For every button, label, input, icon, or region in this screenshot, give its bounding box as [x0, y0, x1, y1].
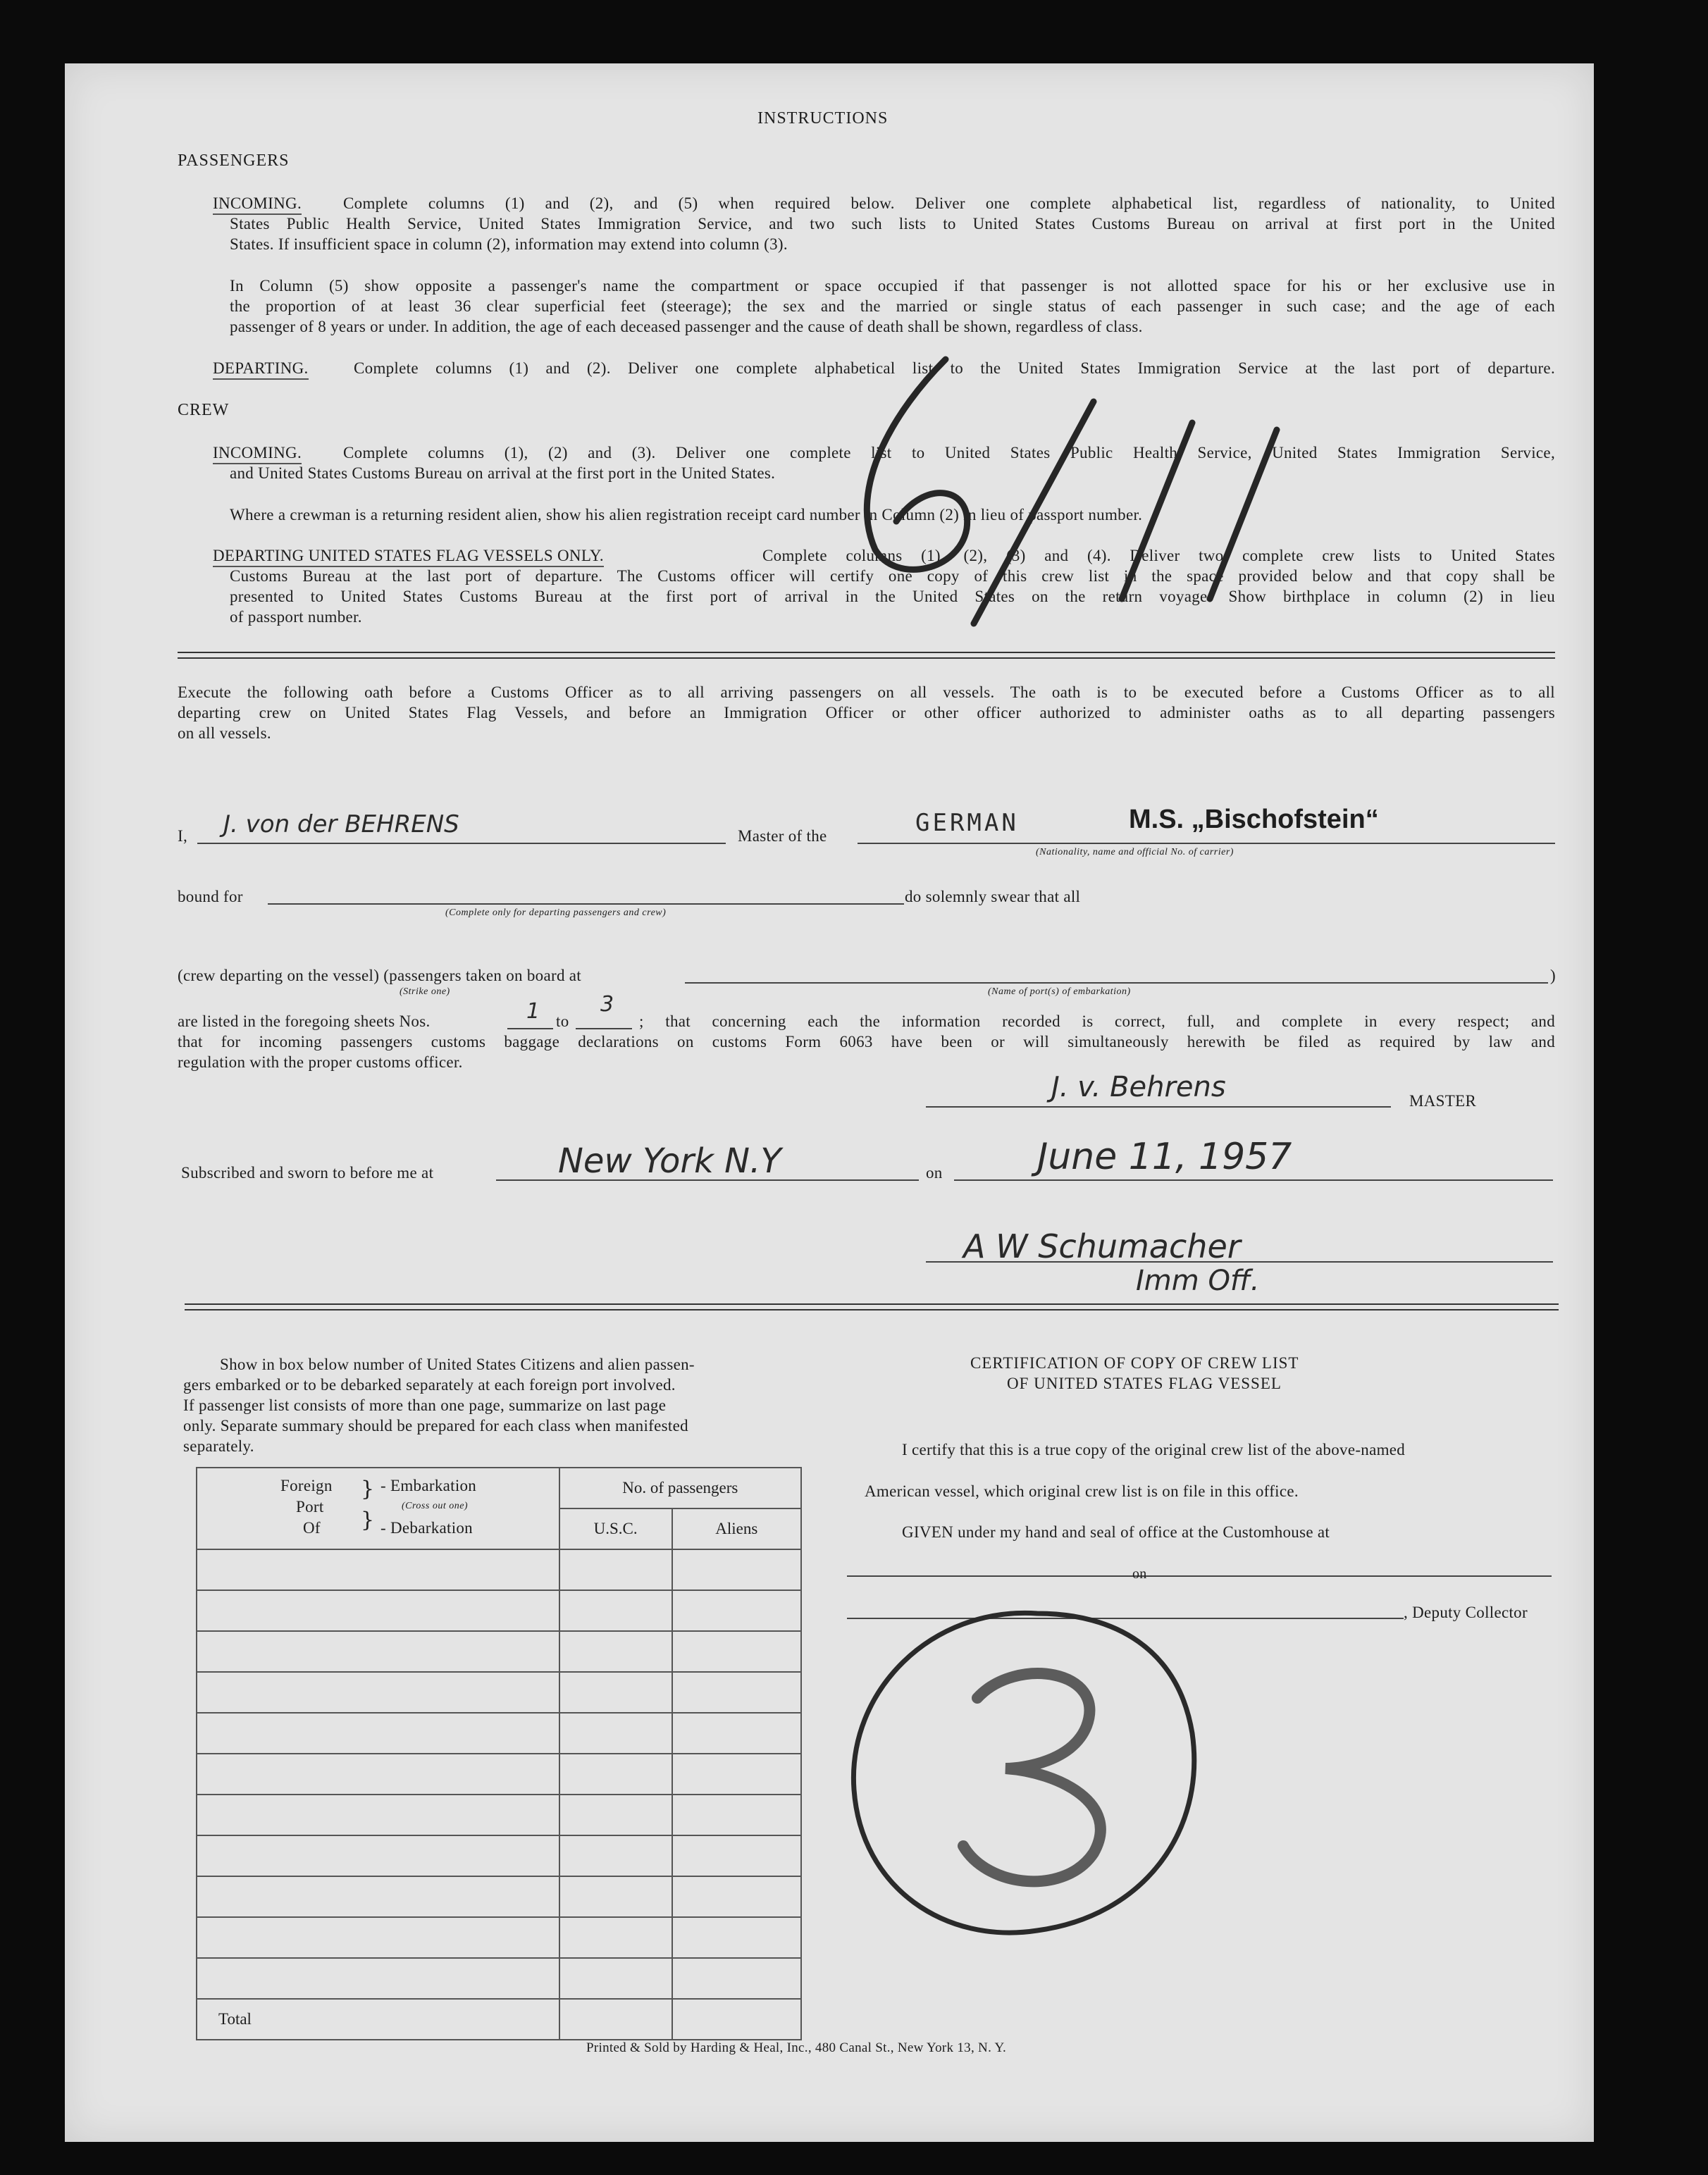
port-header-cell — [197, 1468, 559, 1549]
officer-title: Imm Off. — [1136, 1265, 1260, 1297]
us-flag-line-3: presented to United States Customs Bureau at the first port of arrival in the United States on the return voyage. Show birthplace in column (2) in lieu — [230, 588, 1555, 605]
table-row — [197, 1590, 801, 1631]
master-signature: J. v. Behrens — [1051, 1071, 1226, 1103]
port-cell[interactable] — [197, 1713, 559, 1754]
sheet-from-line — [507, 1028, 553, 1029]
sworn-on-label: on — [926, 1164, 943, 1182]
of-label: Of — [303, 1519, 321, 1537]
column5-line-2: the proportion of at least 36 clear superficial feet (steerage); the sex and the married or single status of each passenger in such case; and the age of each — [230, 297, 1555, 315]
listed-label: are listed in the foregoing sheets Nos. — [178, 1012, 431, 1030]
given-line: GIVEN under my hand and seal of office at the Customhouse at — [902, 1523, 1330, 1541]
summary-line-4: only. Separate summary should be prepared for each class when manifested — [183, 1417, 688, 1434]
crew-incoming-line-2: and United States Customs Bureau on arrival at the first port in the United States. — [230, 464, 776, 482]
oath-intro-line-2: departing crew on United States Flag Vessels, and before an Immigration Officer or other officer authorized to administer oaths as to all departing passengers — [178, 704, 1555, 721]
instructions-title: INSTRUCTIONS — [757, 109, 889, 128]
port-cell[interactable] — [197, 1590, 559, 1631]
aliens-cell[interactable] — [672, 1713, 801, 1754]
carrier-caption: (Nationality, name and official No. of carrier) — [1036, 847, 1234, 857]
crew-heading: CREW — [178, 401, 230, 419]
port-cell[interactable] — [197, 1672, 559, 1713]
customhouse-line — [847, 1575, 1552, 1577]
us-flag-label: DEPARTING UNITED STATES FLAG VESSELS ONLY. — [213, 545, 604, 567]
brace-mark: } } — [361, 1477, 375, 1532]
master-of-label: Master of the — [738, 827, 827, 845]
table-row — [197, 1917, 801, 1958]
embarkation-label: - Embarkation — [380, 1477, 477, 1494]
port-cell[interactable] — [197, 1835, 559, 1876]
master-name-handwritten: J. von der BEHRENS — [223, 810, 459, 838]
usc-cell[interactable] — [559, 1672, 672, 1713]
summary-line-5: separately. — [183, 1437, 254, 1455]
certification-on-label: on — [1132, 1566, 1147, 1582]
divider-oath — [185, 1303, 1559, 1310]
bound-for-caption: (Complete only for departing passengers and crew) — [445, 907, 667, 918]
bound-for-line — [268, 903, 904, 905]
aliens-cell[interactable] — [672, 1549, 801, 1590]
master-name-line — [197, 843, 726, 844]
port-cell[interactable] — [197, 1876, 559, 1917]
i-label: I, — [178, 827, 188, 845]
table-row — [197, 1631, 801, 1672]
us-flag-line-4: of passport number. — [230, 608, 362, 626]
passenger-summary-table — [196, 1467, 802, 2040]
crewman-text: Where a crewman is a returning resident alien, show his alien registration receipt card number in Column (2) in lieu of passport number. — [230, 506, 1143, 523]
vessel-name: M.S. „Bischofstein“ — [1129, 805, 1379, 834]
total-label: Total — [197, 1999, 559, 2040]
port-cell[interactable] — [197, 1917, 559, 1958]
aliens-cell[interactable] — [672, 1958, 801, 1999]
crew-incoming-label: INCOMING. — [213, 442, 302, 464]
summary-line-2: gers embarked or to be debarked separately at each foreign port involved. — [183, 1376, 676, 1394]
column5-line-1: In Column (5) show opposite a passenger's name the compartment or space occupied if that passenger is not allotted space for his or her exclusive use in — [230, 277, 1555, 295]
embarkation-ports-line — [685, 982, 1548, 984]
master-label: MASTER — [1409, 1092, 1477, 1110]
port-cell[interactable] — [197, 1958, 559, 1999]
summary-line-3: If passenger list consists of more than one page, summarize on last page — [183, 1396, 667, 1414]
usc-cell[interactable] — [559, 1876, 672, 1917]
usc-cell[interactable] — [559, 1590, 672, 1631]
us-flag-line-1: Complete columns (1), (2), (3) and (4). Deliver two complete crew lists to United States — [762, 547, 1555, 564]
port-cell[interactable] — [197, 1795, 559, 1835]
usc-cell[interactable] — [559, 1631, 672, 1672]
departing-text: Complete columns (1) and (2). Deliver one complete alphabetical list to the United States Immigration Service at the last port of departure. — [354, 359, 1555, 377]
total-usc[interactable] — [559, 1999, 672, 2040]
sworn-label: Subscribed and sworn to before me at — [181, 1164, 434, 1182]
incoming-line-3: States. If insufficient space in column (2), information may extend into column (3). — [230, 235, 788, 253]
close-paren: ) — [1550, 967, 1556, 984]
listed-rest: ; that concerning each the information recorded is correct, full, and complete in every respect; and — [639, 1012, 1555, 1030]
certification-title-2: OF UNITED STATES FLAG VESSEL — [1007, 1375, 1282, 1392]
table-row — [197, 1754, 801, 1795]
cross-out-caption: (Cross out one) — [402, 1501, 469, 1511]
master-signature-line — [926, 1106, 1391, 1108]
us-flag-line-2: Customs Bureau at the last port of departure. The Customs officer will certify one copy of this crew list in the space provided below and that copy shall be — [230, 567, 1555, 585]
table-row — [197, 1876, 801, 1917]
divider-instructions — [178, 652, 1555, 659]
port-cell[interactable] — [197, 1754, 559, 1795]
aliens-header: Aliens — [672, 1508, 801, 1549]
strike-caption: (Strike one) — [400, 986, 450, 997]
crew-departing-text: (crew departing on the vessel) (passengers taken on board at — [178, 967, 581, 984]
total-aliens[interactable] — [672, 1999, 801, 2040]
aliens-cell[interactable] — [672, 1631, 801, 1672]
port-label: Port — [296, 1498, 324, 1516]
table-row — [197, 1958, 801, 1999]
total-row — [197, 1999, 801, 2040]
officer-signature: A W Schumacher — [963, 1227, 1241, 1265]
sheet-to-handwritten: 3 — [600, 992, 614, 1017]
usc-cell[interactable] — [559, 1795, 672, 1835]
ports-caption: (Name of port(s) of embarkation) — [988, 986, 1131, 997]
foreign-label: Foreign — [280, 1477, 333, 1494]
nationality-handwritten: GERMAN — [915, 809, 1019, 837]
carrier-line — [858, 843, 1555, 844]
aliens-cell[interactable] — [672, 1672, 801, 1713]
table-row — [197, 1795, 801, 1835]
bound-for-label: bound for — [178, 888, 243, 905]
no-passengers-header: No. of passengers — [559, 1468, 801, 1508]
summary-line-1: Show in box below number of United States Citizens and alien passen- — [220, 1356, 695, 1373]
form-sheet — [65, 63, 1594, 2142]
aliens-cell[interactable] — [672, 1795, 801, 1835]
deputy-collector-label: , Deputy Collector — [1404, 1604, 1528, 1621]
column5-line-3: passenger of 8 years or under. In addition, the age of each deceased passenger and the cause of death shall be shown, regardless of class. — [230, 318, 1143, 335]
usc-cell[interactable] — [559, 1917, 672, 1958]
big-handwritten-mark — [798, 345, 1347, 641]
aliens-cell[interactable] — [672, 1590, 801, 1631]
table-row — [197, 1549, 801, 1590]
sworn-place-handwritten: New York N.Y — [558, 1141, 781, 1181]
aliens-cell[interactable] — [672, 1876, 801, 1917]
big-mark-text: 6/11 — [798, 345, 799, 346]
certification-title-1: CERTIFICATION OF COPY OF CREW LIST — [970, 1354, 1299, 1372]
debarkation-label: - Debarkation — [380, 1519, 473, 1537]
port-cell[interactable] — [197, 1549, 559, 1590]
table-row — [197, 1835, 801, 1876]
regulation-line: regulation with the proper customs officer. — [178, 1053, 463, 1071]
incoming-line-1: Complete columns (1) and (2), and (5) when required below. Deliver one complete alphabetical list, regardless of nationality, to United — [343, 194, 1555, 212]
port-cell[interactable] — [197, 1631, 559, 1672]
circled-number-text: 3 — [826, 1592, 827, 1593]
departing-label: DEPARTING. — [213, 358, 309, 380]
aliens-cell[interactable] — [672, 1917, 801, 1958]
circled-number-mark — [826, 1592, 1227, 1973]
american-line: American vessel, which original crew list is on file in this office. — [865, 1482, 1299, 1500]
usc-header: U.S.C. — [559, 1508, 672, 1549]
table-row — [197, 1713, 801, 1754]
incoming-line-2: States Public Health Service, United States Immigration Service, and two such lists to United States Customs Bureau on arrival at first port in the United — [230, 215, 1555, 233]
sworn-date-line — [954, 1179, 1553, 1181]
usc-cell[interactable] — [559, 1754, 672, 1795]
certify-line: I certify that this is a true copy of the original crew list of the above-named — [902, 1441, 1406, 1458]
baggage-line: that for incoming passengers customs baggage declarations on customs Form 6063 have been or will simultaneously herewith be filed as required by law and — [178, 1033, 1555, 1051]
aliens-cell[interactable] — [672, 1835, 801, 1876]
usc-cell[interactable] — [559, 1549, 672, 1590]
sheet-to-line — [576, 1028, 632, 1029]
passengers-heading: PASSENGERS — [178, 151, 290, 170]
usc-cell[interactable] — [559, 1835, 672, 1876]
sworn-date-handwritten: June 11, 1957 — [1037, 1136, 1292, 1178]
printer-footer: Printed & Sold by Harding & Heal, Inc., 480 Canal St., New York 13, N. Y. — [586, 2040, 1007, 2055]
oath-intro-line-1: Execute the following oath before a Customs Officer as to all arriving passengers on all vessels. The oath is to be executed before a Customs Officer as to all — [178, 683, 1555, 701]
incoming-label: INCOMING. — [213, 193, 302, 215]
to-label: to — [556, 1012, 569, 1030]
usc-cell[interactable] — [559, 1958, 672, 1999]
table-row — [197, 1672, 801, 1713]
oath-intro-line-3: on all vessels. — [178, 724, 271, 742]
crew-incoming-line-1: Complete columns (1), (2) and (3). Deliver one complete list to United States Public Health Service, United States Immigration Service, — [343, 444, 1555, 461]
swear-text: do solemnly swear that all — [905, 888, 1081, 905]
usc-cell[interactable] — [559, 1713, 672, 1754]
aliens-cell[interactable] — [672, 1754, 801, 1795]
sheet-from-handwritten: 1 — [526, 999, 540, 1024]
